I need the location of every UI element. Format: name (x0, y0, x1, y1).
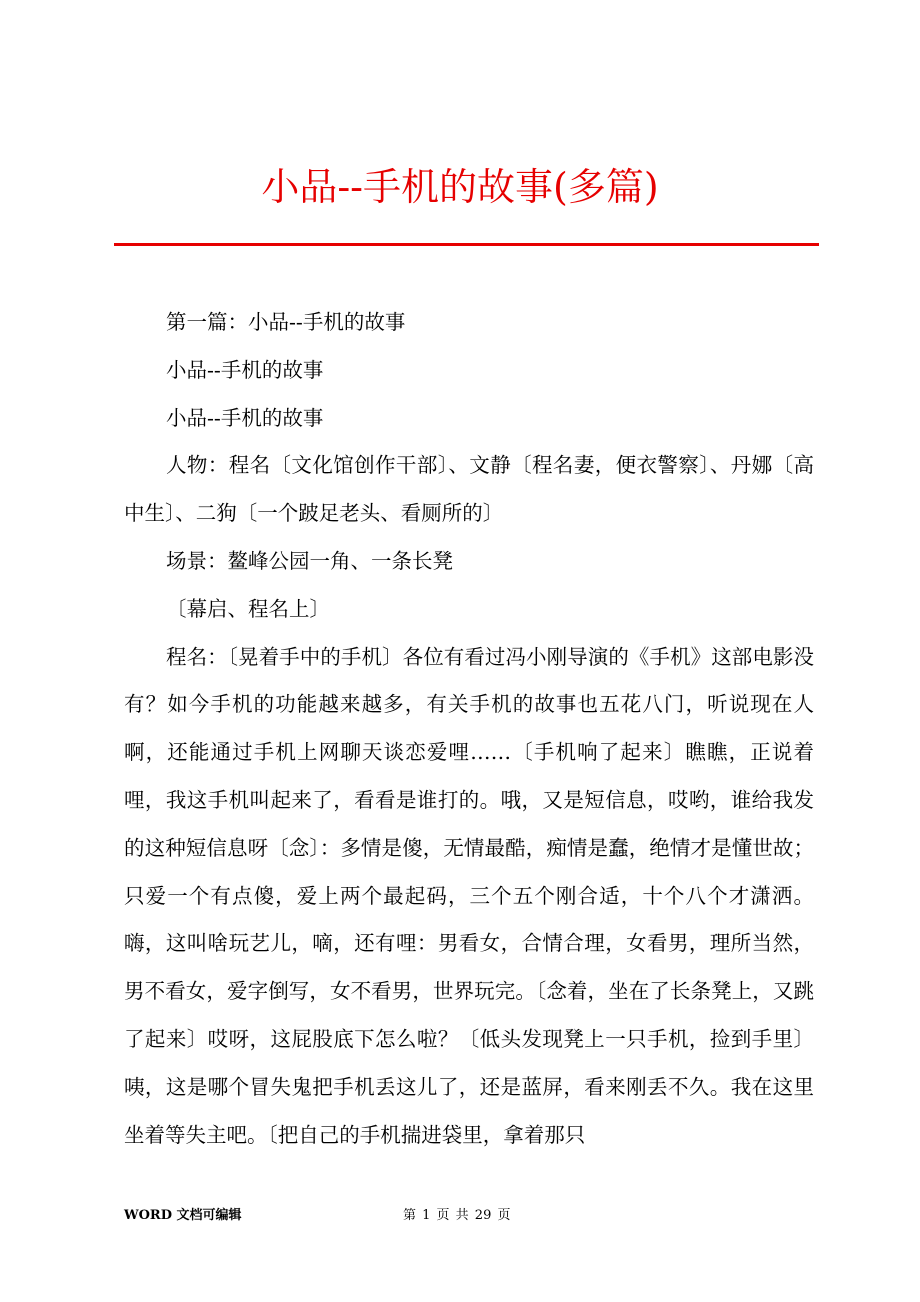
footer-page-number: 第 1 页 共 29 页 (403, 1208, 511, 1223)
document-body (124, 299, 814, 1159)
paragraph: 第一篇：小品--手机的故事 (166, 310, 406, 334)
paragraph: 〔幕启、程名上〕 (166, 596, 330, 621)
paragraph: 小品--手机的故事 (166, 357, 324, 382)
paragraph: 小品--手机的故事 (166, 405, 324, 430)
footer-editable-label: WORD 文档可编辑 (124, 1208, 242, 1223)
paragraph: 程名：〔晃着手中的手机〕各位有看过冯小刚导演的《手机》这部电影没有？如今手机的功能越来越多，有关手机的故事也五花八门，听说现在人啊，还能通过手机上网聊天谈恋爱哩……〔手机响了起来〕瞧瞧，正说着哩，我这手机叫起来了，看看是谁打的。哦，又是短信息，哎哟，谁给我发的这种短信息呀〔念〕：多情是傻，无情最酷，痴情是蠢，绝情才是懂世故；只爱一个有点傻，爱上两个最起码，三个五个刚合适，十个八个才潇洒。嗨，这叫啥玩艺儿，嘀，还有哩：男看女，合情合理，女看男，理所当然，男不看女，爱字倒写，女不看男，世界玩完。〔念着，坐在了长条凳上，又跳了起来〕哎呀，这屁股底下怎么啦？〔低头发现凳上一只手机，捡到手里〕咦，这是哪个冒失鬼把手机丢这儿了，还是蓝屏，看来刚丢不久。我在这里坐着等失主吧。〔把自己的手机揣进袋里，拿着那只 (124, 644, 814, 1147)
title-divider (114, 243, 819, 246)
paragraph: 场景：鳌峰公园一角、一条长凳 (166, 548, 453, 573)
paragraph: 人物：程名〔文化馆创作干部〕、文静〔程名妻，便衣警察〕、丹娜〔高中生〕、二狗〔一个跛足老头、看厕所的〕 (124, 453, 814, 526)
page-title: 小品--手机的故事(多篇) (261, 165, 659, 209)
